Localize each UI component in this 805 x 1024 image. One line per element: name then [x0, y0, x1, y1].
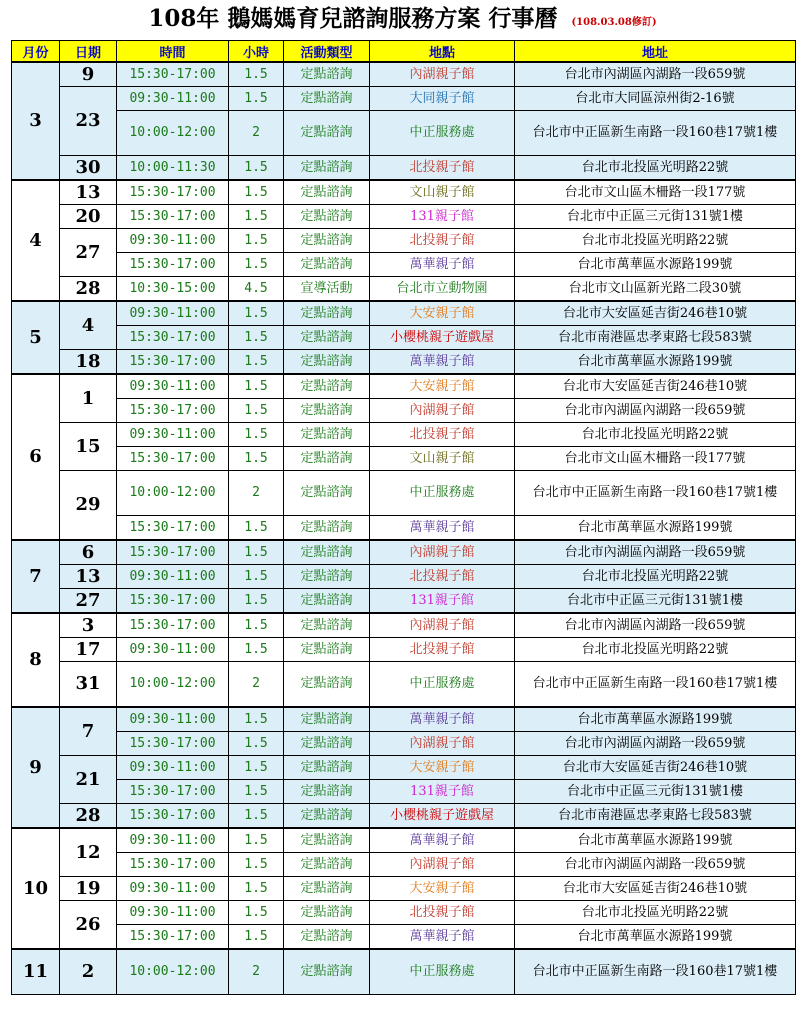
hours-cell: 1.5 [229, 301, 284, 326]
day-cell: 28 [60, 804, 117, 829]
address-cell: 台北市萬華區水源路199號 [515, 350, 796, 375]
activity-type-cell: 定點諮詢 [284, 326, 370, 350]
time-cell: 15:30-17:00 [117, 399, 229, 423]
activity-type-cell: 定點諮詢 [284, 804, 370, 829]
time-cell: 15:30-17:00 [117, 516, 229, 541]
location-cell: 北投親子館 [370, 901, 515, 925]
time-cell: 09:30-11:00 [117, 87, 229, 111]
activity-type-cell: 定點諮詢 [284, 732, 370, 756]
hours-cell: 1.5 [229, 205, 284, 229]
address-cell: 台北市中正區三元街131號1樓 [515, 205, 796, 229]
activity-type-cell: 定點諮詢 [284, 205, 370, 229]
activity-type-cell: 定點諮詢 [284, 156, 370, 181]
location-cell: 萬華親子館 [370, 707, 515, 732]
address-cell: 台北市萬華區水源路199號 [515, 925, 796, 950]
time-cell: 15:30-17:00 [117, 205, 229, 229]
activity-type-cell: 定點諮詢 [284, 949, 370, 995]
location-cell: 小櫻桃親子遊戲屋 [370, 326, 515, 350]
address-cell: 台北市南港區忠孝東路七段583號 [515, 804, 796, 829]
time-cell: 09:30-11:00 [117, 901, 229, 925]
hours-cell: 1.5 [229, 732, 284, 756]
table-row [12, 853, 796, 877]
location-cell: 131親子館 [370, 780, 515, 804]
time-cell: 10:00-12:00 [117, 111, 229, 156]
activity-type-cell: 定點諮詢 [284, 111, 370, 156]
table-row [12, 374, 796, 399]
hours-cell: 1.5 [229, 828, 284, 853]
table-row [12, 780, 796, 804]
activity-type-cell: 定點諮詢 [284, 540, 370, 565]
day-cell: 6 [60, 540, 117, 565]
table-row [12, 399, 796, 423]
day-cell: 28 [60, 277, 117, 302]
day-cell: 27 [60, 229, 117, 277]
month-cell: 11 [12, 949, 60, 995]
time-cell: 09:30-11:00 [117, 756, 229, 780]
hours-cell: 1.5 [229, 804, 284, 829]
activity-type-cell: 定點諮詢 [284, 662, 370, 708]
activity-type-cell: 定點諮詢 [284, 828, 370, 853]
time-cell: 15:30-17:00 [117, 804, 229, 829]
day-cell: 30 [60, 156, 117, 181]
time-cell: 15:30-17:00 [117, 326, 229, 350]
hours-cell: 2 [229, 949, 284, 995]
location-cell: 北投親子館 [370, 229, 515, 253]
activity-type-cell: 定點諮詢 [284, 901, 370, 925]
day-cell: 18 [60, 350, 117, 375]
address-cell: 台北市文山區新光路二段30號 [515, 277, 796, 302]
table-row [12, 949, 796, 995]
location-cell: 北投親子館 [370, 565, 515, 589]
location-cell: 內湖親子館 [370, 399, 515, 423]
hours-cell: 1.5 [229, 229, 284, 253]
day-cell: 21 [60, 756, 117, 804]
table-row [12, 756, 796, 780]
day-cell: 20 [60, 205, 117, 229]
header-month: 月份 [12, 41, 60, 63]
location-cell: 大安親子館 [370, 756, 515, 780]
month-cell: 4 [12, 180, 60, 301]
time-cell: 09:30-11:00 [117, 877, 229, 901]
hours-cell: 1.5 [229, 780, 284, 804]
table-row [12, 589, 796, 614]
table-row [12, 516, 796, 541]
location-cell: 中正服務處 [370, 471, 515, 516]
hours-cell: 1.5 [229, 877, 284, 901]
address-cell: 台北市大安區延吉街246巷10號 [515, 301, 796, 326]
location-cell: 131親子館 [370, 205, 515, 229]
header-address: 地址 [515, 41, 796, 63]
activity-type-cell: 定點諮詢 [284, 613, 370, 638]
time-cell: 10:00-12:00 [117, 949, 229, 995]
month-cell: 9 [12, 707, 60, 828]
activity-type-cell: 定點諮詢 [284, 87, 370, 111]
time-cell: 15:30-17:00 [117, 925, 229, 950]
hours-cell: 1.5 [229, 613, 284, 638]
hours-cell: 1.5 [229, 901, 284, 925]
address-cell: 台北市大安區延吉街246巷10號 [515, 756, 796, 780]
address-cell: 台北市內湖區內湖路一段659號 [515, 62, 796, 87]
time-cell: 09:30-11:00 [117, 229, 229, 253]
revision-note: (108.03.08修訂) [571, 17, 657, 28]
address-cell: 台北市大同區涼州街2-16號 [515, 87, 796, 111]
address-cell: 台北市北投區光明路22號 [515, 423, 796, 447]
table-row [12, 925, 796, 950]
time-cell: 10:00-12:00 [117, 471, 229, 516]
hours-cell: 1.5 [229, 565, 284, 589]
month-cell: 10 [12, 828, 60, 949]
table-row [12, 877, 796, 901]
day-cell: 13 [60, 180, 117, 205]
time-cell: 15:30-17:00 [117, 589, 229, 614]
location-cell: 中正服務處 [370, 111, 515, 156]
activity-type-cell: 定點諮詢 [284, 565, 370, 589]
location-cell: 大安親子館 [370, 374, 515, 399]
location-cell: 萬華親子館 [370, 516, 515, 541]
activity-type-cell: 定點諮詢 [284, 471, 370, 516]
location-cell: 北投親子館 [370, 423, 515, 447]
address-cell: 台北市內湖區內湖路一段659號 [515, 853, 796, 877]
time-cell: 09:30-11:00 [117, 828, 229, 853]
hours-cell: 1.5 [229, 399, 284, 423]
address-cell: 台北市萬華區水源路199號 [515, 516, 796, 541]
activity-type-cell: 定點諮詢 [284, 253, 370, 277]
table-row [12, 205, 796, 229]
location-cell: 萬華親子館 [370, 925, 515, 950]
location-cell: 內湖親子館 [370, 732, 515, 756]
address-cell: 台北市內湖區內湖路一段659號 [515, 732, 796, 756]
hours-cell: 1.5 [229, 87, 284, 111]
address-cell: 台北市中正區新生南路一段160巷17號1樓 [515, 949, 796, 995]
address-cell: 台北市中正區新生南路一段160巷17號1樓 [515, 662, 796, 708]
time-cell: 10:30-15:00 [117, 277, 229, 302]
location-cell: 萬華親子館 [370, 828, 515, 853]
address-cell: 台北市萬華區水源路199號 [515, 253, 796, 277]
table-row [12, 471, 796, 516]
hours-cell: 1.5 [229, 540, 284, 565]
time-cell: 09:30-11:00 [117, 301, 229, 326]
time-cell: 09:30-11:00 [117, 565, 229, 589]
hours-cell: 1.5 [229, 62, 284, 87]
time-cell: 09:30-11:00 [117, 707, 229, 732]
location-cell: 文山親子館 [370, 447, 515, 471]
location-cell: 萬華親子館 [370, 350, 515, 375]
day-cell: 26 [60, 901, 117, 950]
location-cell: 131親子館 [370, 589, 515, 614]
address-cell: 台北市中正區三元街131號1樓 [515, 780, 796, 804]
address-cell: 台北市內湖區內湖路一段659號 [515, 399, 796, 423]
table-row [12, 111, 796, 156]
hours-cell: 1.5 [229, 350, 284, 375]
activity-type-cell: 定點諮詢 [284, 877, 370, 901]
day-cell: 9 [60, 62, 117, 87]
time-cell: 15:30-17:00 [117, 447, 229, 471]
time-cell: 09:30-11:00 [117, 374, 229, 399]
hours-cell: 1.5 [229, 638, 284, 662]
location-cell: 北投親子館 [370, 156, 515, 181]
schedule-table [11, 40, 796, 995]
day-cell: 29 [60, 471, 117, 541]
hours-cell: 1.5 [229, 423, 284, 447]
activity-type-cell: 定點諮詢 [284, 374, 370, 399]
location-cell: 內湖親子館 [370, 62, 515, 87]
activity-type-cell: 定點諮詢 [284, 62, 370, 87]
activity-type-cell: 定點諮詢 [284, 447, 370, 471]
activity-type-cell: 定點諮詢 [284, 638, 370, 662]
address-cell: 台北市萬華區水源路199號 [515, 707, 796, 732]
month-cell: 3 [12, 62, 60, 180]
location-cell: 大安親子館 [370, 877, 515, 901]
day-cell: 4 [60, 301, 117, 350]
time-cell: 09:30-11:00 [117, 423, 229, 447]
table-row [12, 804, 796, 829]
hours-cell: 1.5 [229, 447, 284, 471]
address-cell: 台北市內湖區內湖路一段659號 [515, 613, 796, 638]
hours-cell: 1.5 [229, 589, 284, 614]
header-row [12, 41, 796, 63]
day-cell: 31 [60, 662, 117, 708]
location-cell: 北投親子館 [370, 638, 515, 662]
hours-cell: 2 [229, 471, 284, 516]
header-location: 地點 [370, 41, 515, 63]
hours-cell: 1.5 [229, 707, 284, 732]
day-cell: 23 [60, 87, 117, 156]
location-cell: 萬華親子館 [370, 253, 515, 277]
activity-type-cell: 定點諮詢 [284, 423, 370, 447]
address-cell: 台北市中正區三元街131號1樓 [515, 589, 796, 614]
month-cell: 8 [12, 613, 60, 707]
table-row [12, 565, 796, 589]
hours-cell: 1.5 [229, 180, 284, 205]
address-cell: 台北市文山區木柵路一段177號 [515, 447, 796, 471]
location-cell: 內湖親子館 [370, 613, 515, 638]
header-activity-type: 活動類型 [284, 41, 370, 63]
address-cell: 台北市北投區光明路22號 [515, 638, 796, 662]
activity-type-cell: 定點諮詢 [284, 516, 370, 541]
day-cell: 12 [60, 828, 117, 877]
table-row [12, 447, 796, 471]
header-hours: 小時 [229, 41, 284, 63]
time-cell: 15:30-17:00 [117, 780, 229, 804]
day-cell: 17 [60, 638, 117, 662]
hours-cell: 1.5 [229, 326, 284, 350]
day-cell: 3 [60, 613, 117, 638]
table-row [12, 156, 796, 181]
hours-cell: 1.5 [229, 516, 284, 541]
activity-type-cell: 定點諮詢 [284, 229, 370, 253]
table-row [12, 732, 796, 756]
table-row [12, 350, 796, 375]
location-cell: 大安親子館 [370, 301, 515, 326]
table-row [12, 828, 796, 853]
address-cell: 台北市大安區延吉街246巷10號 [515, 877, 796, 901]
time-cell: 15:30-17:00 [117, 540, 229, 565]
table-row [12, 638, 796, 662]
address-cell: 台北市大安區延吉街246巷10號 [515, 374, 796, 399]
hours-cell: 1.5 [229, 756, 284, 780]
time-cell: 09:30-11:00 [117, 638, 229, 662]
page-title: 108年 鵝媽媽育兒諮詢服務方案 行事曆 [148, 5, 558, 32]
activity-type-cell: 定點諮詢 [284, 589, 370, 614]
day-cell: 19 [60, 877, 117, 901]
activity-type-cell: 定點諮詢 [284, 180, 370, 205]
day-cell: 27 [60, 589, 117, 614]
time-cell: 15:30-17:00 [117, 853, 229, 877]
address-cell: 台北市北投區光明路22號 [515, 901, 796, 925]
address-cell: 台北市北投區光明路22號 [515, 229, 796, 253]
table-row [12, 707, 796, 732]
activity-type-cell: 定點諮詢 [284, 756, 370, 780]
location-cell: 大同親子館 [370, 87, 515, 111]
schedule-body [12, 62, 796, 995]
table-row [12, 62, 796, 87]
table-row [12, 662, 796, 708]
hours-cell: 1.5 [229, 374, 284, 399]
hours-cell: 1.5 [229, 253, 284, 277]
month-cell: 7 [12, 540, 60, 613]
hours-cell: 2 [229, 111, 284, 156]
time-cell: 15:30-17:00 [117, 253, 229, 277]
time-cell: 15:30-17:00 [117, 350, 229, 375]
header-time: 時間 [117, 41, 229, 63]
time-cell: 15:30-17:00 [117, 62, 229, 87]
month-cell: 5 [12, 301, 60, 374]
activity-type-cell: 定點諮詢 [284, 925, 370, 950]
activity-type-cell: 定點諮詢 [284, 707, 370, 732]
day-cell: 2 [60, 949, 117, 995]
time-cell: 10:00-12:00 [117, 662, 229, 708]
day-cell: 15 [60, 423, 117, 471]
address-cell: 台北市北投區光明路22號 [515, 565, 796, 589]
location-cell: 內湖親子館 [370, 540, 515, 565]
hours-cell: 1.5 [229, 925, 284, 950]
location-cell: 中正服務處 [370, 662, 515, 708]
table-row [12, 301, 796, 326]
address-cell: 台北市南港區忠孝東路七段583號 [515, 326, 796, 350]
activity-type-cell: 定點諮詢 [284, 301, 370, 326]
location-cell: 文山親子館 [370, 180, 515, 205]
location-cell: 台北市立動物園 [370, 277, 515, 302]
hours-cell: 1.5 [229, 156, 284, 181]
table-row [12, 326, 796, 350]
location-cell: 內湖親子館 [370, 853, 515, 877]
time-cell: 15:30-17:00 [117, 732, 229, 756]
hours-cell: 2 [229, 662, 284, 708]
month-cell: 6 [12, 374, 60, 540]
location-cell: 小櫻桃親子遊戲屋 [370, 804, 515, 829]
day-cell: 13 [60, 565, 117, 589]
day-cell: 1 [60, 374, 117, 423]
hours-cell: 4.5 [229, 277, 284, 302]
table-row [12, 423, 796, 447]
activity-type-cell: 定點諮詢 [284, 853, 370, 877]
address-cell: 台北市萬華區水源路199號 [515, 828, 796, 853]
address-cell: 台北市文山區木柵路一段177號 [515, 180, 796, 205]
table-row [12, 180, 796, 205]
day-cell: 7 [60, 707, 117, 756]
time-cell: 10:00-11:30 [117, 156, 229, 181]
activity-type-cell: 定點諮詢 [284, 399, 370, 423]
table-row [12, 229, 796, 253]
address-cell: 台北市中正區新生南路一段160巷17號1樓 [515, 111, 796, 156]
time-cell: 15:30-17:00 [117, 613, 229, 638]
table-row [12, 253, 796, 277]
address-cell: 台北市內湖區內湖路一段659號 [515, 540, 796, 565]
activity-type-cell: 宣導活動 [284, 277, 370, 302]
table-row [12, 277, 796, 302]
title-row [0, 0, 805, 38]
table-row [12, 901, 796, 925]
table-row [12, 613, 796, 638]
header-day: 日期 [60, 41, 117, 63]
table-row [12, 540, 796, 565]
activity-type-cell: 定點諮詢 [284, 350, 370, 375]
table-row [12, 87, 796, 111]
address-cell: 台北市北投區光明路22號 [515, 156, 796, 181]
hours-cell: 1.5 [229, 853, 284, 877]
time-cell: 15:30-17:00 [117, 180, 229, 205]
location-cell: 中正服務處 [370, 949, 515, 995]
address-cell: 台北市中正區新生南路一段160巷17號1樓 [515, 471, 796, 516]
activity-type-cell: 定點諮詢 [284, 780, 370, 804]
